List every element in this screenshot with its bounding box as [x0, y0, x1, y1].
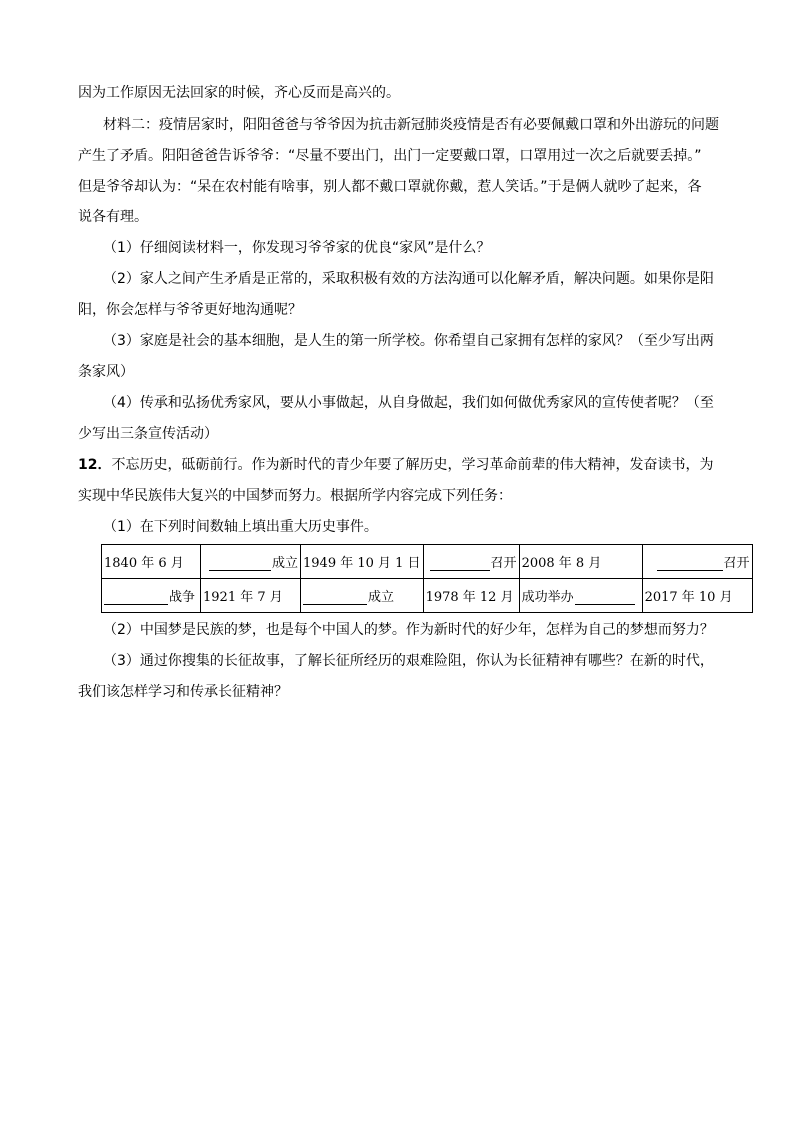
q11-sub4-line-2: 少写出三条宣传活动）	[78, 426, 218, 442]
event-suffix: 战争	[169, 590, 196, 605]
event-prefix: 成功举办	[521, 590, 574, 605]
timeline-event-cell	[201, 545, 301, 579]
timeline-date-cell: 1921 年 7 月	[201, 579, 301, 613]
answer-blank[interactable]	[575, 590, 635, 605]
q12-sub1: （1）在下列时间数轴上填出重大历史事件。	[103, 519, 378, 535]
timeline-date-cell: 2017 年 10 月	[642, 579, 752, 613]
timeline-date-cell: 1949 年 10 月 1 日	[301, 545, 424, 579]
timeline-event-cell	[102, 579, 201, 613]
question-number: 12．	[78, 457, 112, 473]
material-two-line-4: 说各有理。	[78, 209, 148, 225]
event-suffix: 召开	[490, 556, 517, 571]
q11-sub2-line-2: 阳，你会怎样与爷爷更好地沟通呢？	[78, 302, 302, 318]
material-one-ending: 因为工作原因无法回家的时候，齐心反而是高兴的。	[78, 85, 400, 101]
event-suffix: 成立	[271, 556, 298, 571]
q11-sub4-line-1: （4）传承和弘扬优秀家风，要从小事做起，从自身做起，我们如何做优秀家风的宣传使者呢？（至	[103, 395, 714, 411]
answer-blank[interactable]	[104, 590, 168, 605]
q12-sub2: （2）中国梦是民族的梦，也是每个中国人的梦。作为新时代的好少年，怎样为自己的梦想而努力？	[103, 622, 714, 638]
q12-sub3-line-1: （3）通过你搜集的长征故事，了解长征所经历的艰难险阻，你认为长征精神有哪些？在新的时代，	[103, 653, 714, 669]
timeline-event-cell	[423, 545, 519, 579]
q11-sub2-line-1: （2）家人之间产生矛盾是正常的，采取积极有效的方法沟通可以化解矛盾，解决问题。如果你是阳	[103, 271, 714, 287]
answer-blank[interactable]	[303, 590, 367, 605]
timeline-event-cell	[642, 545, 752, 579]
timeline-date-cell: 1978 年 12 月	[423, 579, 519, 613]
answer-blank[interactable]	[430, 556, 490, 571]
q12-intro-text: 不忘历史，砥砺前行。作为新时代的青少年要了解历史，学习革命前辈的伟大精神，发奋读书，为	[111, 457, 714, 473]
material-two-line-2: 产生了矛盾。阳阳爸爸告诉爷爷：“尽量不要出门，出门一定要戴口罩，口罩用过一次之后就要丢掉。”	[78, 148, 702, 164]
q11-sub3-line-1: （3）家庭是社会的基本细胞，是人生的第一所学校。你希望自己家拥有怎样的家风？（至少写出两	[103, 333, 714, 349]
q12-intro-line-1	[78, 456, 758, 474]
q11-sub1: （1）仔细阅读材料一，你发现习爷爷家的优良“家风”是什么？	[103, 240, 491, 256]
timeline-event-cell	[301, 579, 424, 613]
timeline-row-1	[102, 545, 753, 579]
timeline-table	[101, 544, 753, 613]
answer-blank[interactable]	[657, 556, 723, 571]
timeline-date-cell: 1840 年 6 月	[102, 545, 201, 579]
timeline-row-2	[102, 579, 753, 613]
timeline-date-cell: 2008 年 8 月	[519, 545, 642, 579]
q12-intro-line-2: 实现中华民族伟大复兴的中国梦而努力。根据所学内容完成下列任务：	[78, 488, 512, 504]
answer-blank[interactable]	[209, 556, 271, 571]
q12-sub3-line-2: 我们该怎样学习和传承长征精神？	[78, 684, 288, 700]
event-suffix: 成立	[368, 590, 395, 605]
material-two-line-3: 但是爷爷却认为：“呆在农村能有啥事，别人都不戴口罩就你戴，惹人笑话。”于是俩人就吵了起来，各	[78, 179, 702, 195]
timeline-event-cell	[519, 579, 642, 613]
q11-sub3-line-2: 条家风）	[78, 364, 134, 380]
material-two-line-1: 材料二：疫情居家时，阳阳爸爸与爷爷因为抗击新冠肺炎疫情是否有必要佩戴口罩和外出游玩的问题	[103, 117, 719, 133]
event-suffix: 召开	[723, 556, 750, 571]
